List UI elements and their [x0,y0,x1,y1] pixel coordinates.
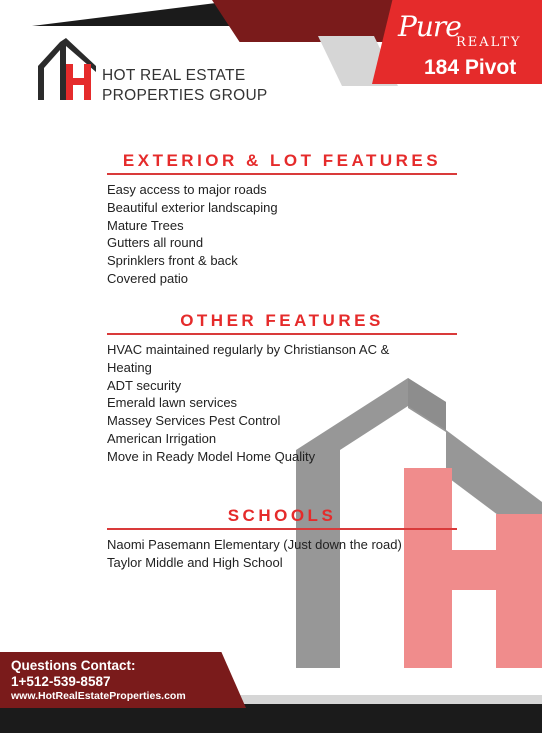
company-name-line2: PROPERTIES GROUP [102,87,268,104]
other-features-section [107,311,457,466]
other-features-title: OTHER FEATURES [180,311,384,330]
list-item: American Irrigation [107,430,217,446]
schools-title: SCHOOLS [227,506,337,525]
exterior-feature-list [107,181,457,288]
brand-realty-label: REALTY [456,35,522,50]
list-item: Move in Ready Model Home Quality [107,448,316,464]
list-item: Beautiful exterior landscaping [107,199,278,215]
other-feature-list [107,341,457,466]
list-item: Mature Trees [107,217,184,233]
section-divider [107,173,457,175]
house-h-logo-icon [36,36,98,102]
schools-list [107,536,457,572]
section-divider [107,528,457,530]
list-item: Massey Services Pest Control [107,413,281,429]
list-item: Heating [107,359,152,375]
list-item: Sprinklers front & back [107,253,238,269]
list-item: Taylor Middle and High School [107,554,283,570]
contact-website-link[interactable]: www.HotRealEstateProperties.com [11,690,186,702]
list-item: Naomi Pasemann Elementary (Just down the road) [107,537,402,552]
contact-phone[interactable]: 1+512-539-8587 [11,674,111,689]
list-item: Covered patio [107,270,188,286]
list-item: ADT security [107,377,182,393]
exterior-section [107,151,457,288]
company-name-line1: HOT REAL ESTATE [102,67,246,84]
list-item: Emerald lawn services [107,395,238,411]
list-item: HVAC maintained regularly by Christianson AC & [107,342,390,357]
footer-black-stripe [0,704,542,733]
schools-section [107,506,457,572]
exterior-section-title: EXTERIOR & LOT FEATURES [122,151,442,170]
list-item: Gutters all round [107,235,204,251]
brand-pure-script: Pure [398,10,461,43]
company-name [102,66,268,106]
contact-title: Questions Contact: [11,658,136,673]
list-item: Easy access to major roads [107,182,267,197]
section-divider [107,333,457,335]
property-address: 184 Pivot [424,56,517,79]
